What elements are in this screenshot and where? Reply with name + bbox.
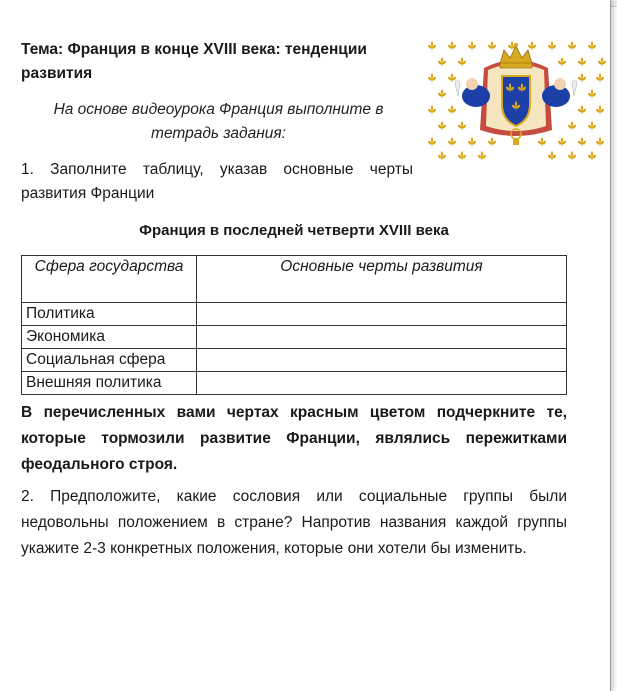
task-2-text: 2. Предположите, какие сословия или социальные группы были недовольны положением в стране? Напротив названия каждой группы укажите 2-3 конкретных положения, которые они хотели бы изменить.	[21, 488, 567, 557]
table-row	[22, 372, 567, 395]
table-cell-empty	[197, 303, 567, 326]
table-row	[22, 303, 567, 326]
page-subtitle: На основе видеоурока Франция выполните в тетрадь задания:	[53, 101, 384, 142]
row-label-foreign-policy: Внешняя политика	[22, 372, 197, 395]
column-header-features: Основные черты развития	[197, 256, 567, 303]
table-row	[22, 326, 567, 349]
row-label-politics: Политика	[22, 303, 197, 326]
table-cell-empty	[197, 372, 567, 395]
instruction-note: В перечисленных вами чертах красным цветом подчеркните те, которые тормозили развитие Франции, являлись пережитками феодального строя.	[21, 404, 567, 473]
royal-coat-of-arms-icon	[424, 38, 608, 160]
row-label-economy: Экономика	[22, 326, 197, 349]
row-label-social: Социальная сфера	[22, 349, 197, 372]
task-1-text: 1. Заполните таблицу, указав основные черты развития Франции	[21, 161, 413, 202]
table-title: Франция в последней четверти XVIII века	[139, 222, 449, 239]
table-cell-empty	[197, 326, 567, 349]
table-row	[22, 349, 567, 372]
page-title: Тема: Франция в конце XVIII века: тенденции развития	[21, 41, 367, 82]
table-cell-empty	[197, 349, 567, 372]
table-header-row	[22, 256, 567, 303]
column-header-sphere: Сфера государства	[22, 256, 197, 303]
france-development-table	[21, 255, 567, 395]
